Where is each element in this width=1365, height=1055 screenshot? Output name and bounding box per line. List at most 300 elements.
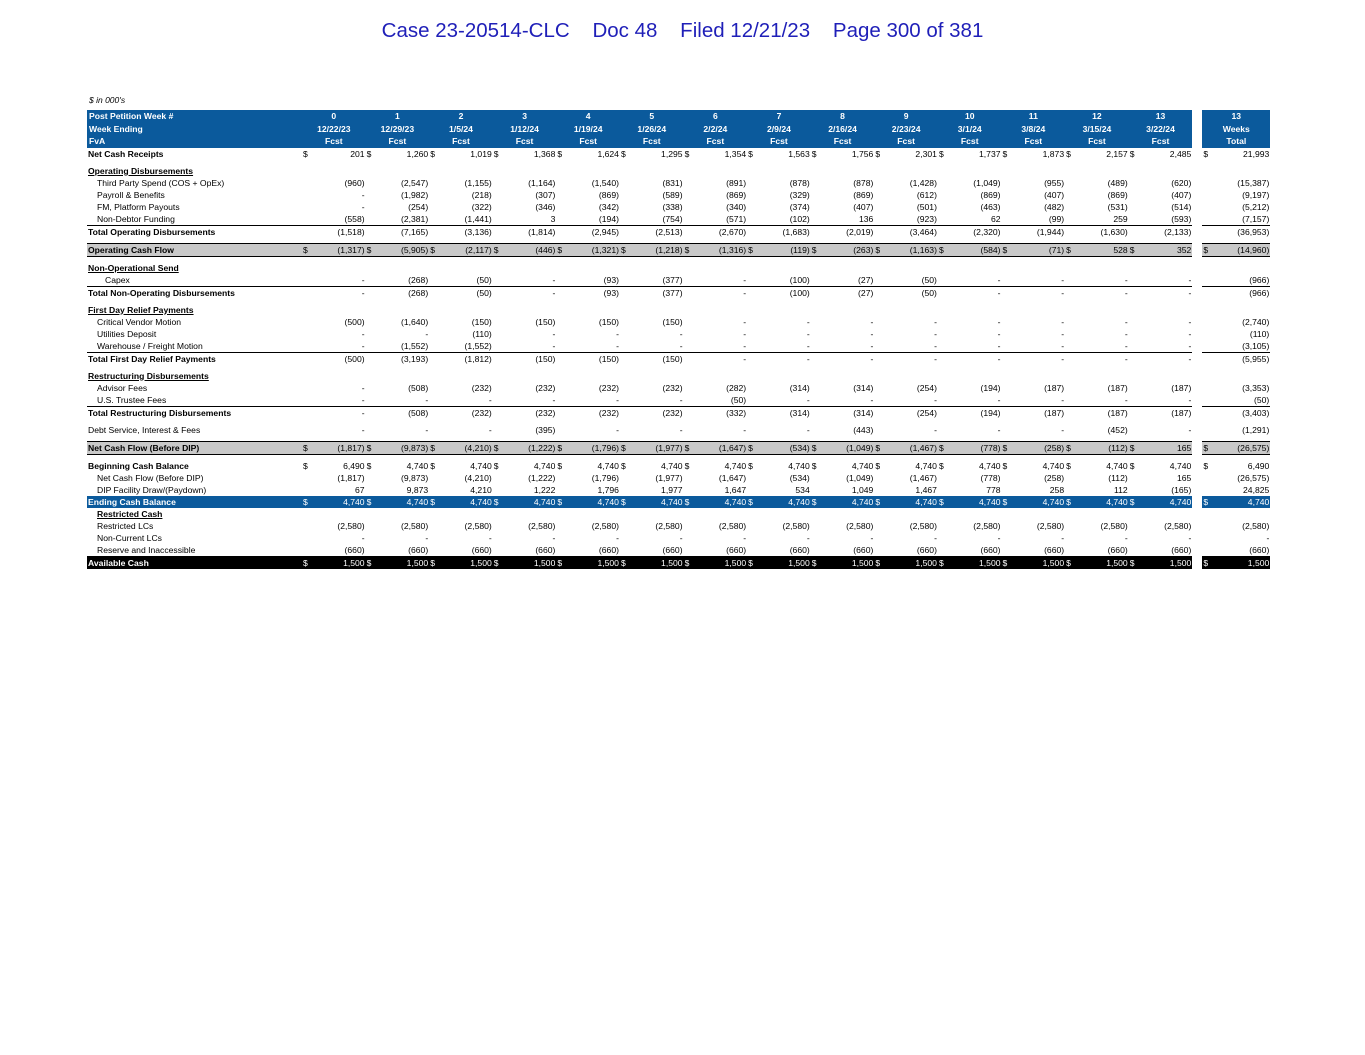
currency-symbol: $ (874, 556, 888, 569)
currency-symbol: $ (811, 243, 825, 256)
currency-symbol: $ (874, 496, 888, 508)
currency-symbol (556, 177, 570, 189)
column-gap (1192, 460, 1202, 472)
currency-symbol (620, 225, 634, 238)
currency-symbol (366, 201, 380, 213)
value-cell: (1,647) (698, 441, 748, 454)
currency-symbol (1065, 340, 1079, 353)
value-cell: (2,133) (1143, 225, 1193, 238)
value-cell: 4,740 (888, 496, 938, 508)
currency-symbol: $ (874, 441, 888, 454)
value-cell: (329) (789, 189, 810, 200)
value-cell: (508) (380, 406, 430, 419)
header-cell: Fcst (1065, 135, 1129, 148)
value-cell: (2,513) (634, 225, 684, 238)
value-cell: - (761, 352, 811, 365)
currency-symbol: $ (303, 148, 308, 159)
value-cell: - (934, 316, 937, 327)
currency-symbol (747, 286, 761, 299)
currency-symbol: $ (747, 556, 761, 569)
value-cell: (1,441) (464, 213, 492, 224)
value-cell: 1,368 (533, 148, 556, 159)
value-cell: - (1061, 532, 1065, 543)
value-cell: 4,210 (470, 484, 492, 495)
value-cell: (27) (825, 286, 875, 299)
currency-symbol: $ (429, 556, 443, 569)
currency-symbol (874, 532, 888, 544)
currency-symbol: $ (556, 243, 570, 256)
value-cell: (1,982) (400, 189, 429, 200)
value-cell: (332) (698, 406, 748, 419)
currency-symbol (620, 352, 634, 365)
value-cell: (534) (761, 441, 811, 454)
line-item-row (87, 213, 1270, 226)
currency-symbol (1129, 472, 1143, 484)
column-gap (1192, 148, 1202, 160)
value-cell: - (1061, 274, 1065, 285)
header-cell: Fcst (1129, 135, 1193, 148)
value-cell: - (1124, 274, 1128, 285)
column-gap (1192, 424, 1202, 436)
currency-symbol (684, 274, 698, 287)
value-cell: (1,155) (464, 177, 492, 188)
total-value-cell: (966) (1249, 274, 1270, 285)
value-cell: (514) (1171, 201, 1192, 212)
value-cell: (869) (598, 189, 619, 200)
value-cell: 1,354 (724, 148, 747, 159)
currency-symbol (429, 532, 443, 544)
value-cell: (258) (1016, 441, 1066, 454)
currency-symbol (302, 201, 316, 213)
currency-symbol (493, 352, 507, 365)
currency-symbol: $ (493, 496, 507, 508)
column-gap (1192, 316, 1202, 328)
currency-symbol: $ (1203, 148, 1209, 159)
currency-symbol (302, 177, 316, 189)
value-cell: (2,580) (846, 520, 874, 531)
header-cell: 1/5/24 (429, 123, 493, 136)
value-cell: (869) (726, 189, 747, 200)
column-gap (1192, 243, 1202, 256)
value-cell: - (425, 532, 429, 543)
column-gap (1192, 544, 1202, 557)
value-cell: (1,944) (1016, 225, 1066, 238)
value-cell: - (1061, 316, 1065, 327)
value-cell: (187) (1016, 406, 1066, 419)
currency-symbol: $ (620, 556, 634, 569)
value-cell: 4,740 (1079, 496, 1129, 508)
value-cell: (612) (916, 189, 937, 200)
currency-symbol: $ (938, 460, 944, 471)
value-cell: (2,580) (1164, 520, 1192, 531)
currency-symbol (1002, 201, 1016, 213)
row-label: FM, Platform Payouts (97, 201, 180, 212)
value-cell: - (679, 424, 683, 435)
value-cell: (50) (476, 274, 492, 285)
header-cell: 1 (366, 110, 430, 123)
currency-symbol (747, 274, 761, 287)
value-cell: (1,817) (337, 472, 365, 483)
currency-symbol: $ (493, 441, 507, 454)
currency-symbol (429, 213, 443, 226)
value-cell: - (888, 352, 938, 365)
currency-symbol (1065, 424, 1079, 436)
currency-symbol (938, 340, 952, 353)
line-item-row (87, 532, 1270, 544)
value-cell: (754) (662, 213, 683, 224)
currency-symbol (429, 472, 443, 484)
currency-symbol (684, 532, 698, 544)
value-cell: (2,019) (825, 225, 875, 238)
currency-symbol (938, 316, 952, 328)
currency-symbol (1129, 406, 1143, 419)
value-cell: (2,580) (400, 520, 429, 531)
currency-symbol: $ (811, 556, 825, 569)
currency-symbol (366, 189, 380, 201)
currency-symbol (620, 406, 634, 419)
currency-symbol: $ (366, 496, 380, 508)
value-cell: 1,222 (533, 484, 556, 495)
value-cell: (322) (471, 201, 492, 212)
value-cell: (2,580) (528, 520, 556, 531)
currency-symbol (684, 316, 698, 328)
column-gap (1192, 225, 1202, 238)
currency-symbol (1002, 484, 1016, 496)
value-cell: - (507, 286, 557, 299)
value-cell: (531) (1107, 201, 1128, 212)
header-cell: 9 (874, 110, 938, 123)
currency-symbol (620, 213, 634, 226)
value-cell: (407) (1171, 189, 1192, 200)
blue-row (87, 496, 1270, 508)
currency-symbol (684, 201, 698, 213)
currency-symbol (302, 316, 316, 328)
currency-symbol (811, 177, 825, 189)
value-cell: (232) (471, 382, 492, 393)
value-cell: (314) (853, 382, 874, 393)
value-cell: (2,381) (400, 213, 429, 224)
value-cell: (187) (1171, 382, 1192, 393)
value-cell: (1,640) (400, 316, 429, 327)
currency-symbol (366, 286, 380, 299)
currency-symbol (302, 424, 316, 436)
value-cell: (374) (789, 201, 810, 212)
value-cell: (5,905) (380, 243, 430, 256)
currency-symbol (366, 382, 380, 394)
header-cell: 11 (1002, 110, 1066, 123)
currency-symbol (366, 352, 380, 365)
value-cell: - (425, 424, 429, 435)
currency-symbol (747, 340, 761, 353)
value-cell: 2,157 (1106, 148, 1128, 159)
header-cell: 3/1/24 (938, 123, 1002, 136)
value-cell: - (1188, 316, 1192, 327)
column-gap (1192, 394, 1202, 407)
currency-symbol: $ (429, 243, 443, 256)
value-cell: (340) (726, 201, 747, 212)
row-label: Operating Cash Flow (87, 243, 302, 256)
value-cell: (254) (916, 382, 937, 393)
currency-symbol (366, 484, 380, 496)
value-cell: (1,630) (1079, 225, 1129, 238)
line-item-row (87, 394, 1270, 407)
header-cell: 12/29/23 (366, 123, 430, 136)
currency-symbol (1202, 544, 1216, 557)
currency-symbol: $ (1129, 460, 1135, 471)
value-cell: 4,740 (952, 496, 1002, 508)
currency-symbol (874, 189, 888, 201)
value-cell: - (616, 340, 619, 351)
currency-symbol: $ (302, 556, 316, 569)
currency-symbol (938, 406, 952, 419)
value-cell: 4,740 (380, 496, 430, 508)
currency-symbol (366, 213, 380, 226)
currency-symbol (684, 544, 698, 557)
currency-symbol (302, 532, 316, 544)
row-label: Critical Vendor Motion (97, 316, 182, 327)
value-cell: (1,317) (316, 243, 366, 256)
value-cell: - (934, 340, 937, 351)
value-cell: 4,740 (1016, 496, 1066, 508)
value-cell: 165 (1143, 441, 1193, 454)
currency-symbol (1065, 484, 1079, 496)
value-cell: 1,500 (1016, 556, 1066, 569)
value-cell: - (361, 382, 365, 393)
row-label: Debt Service, Interest & Fees (88, 424, 201, 435)
line-item-row (87, 424, 1270, 436)
currency-symbol (620, 274, 634, 287)
value-cell: (923) (916, 213, 937, 224)
currency-symbol (874, 382, 888, 394)
value-cell: - (952, 352, 1002, 365)
header-total-cell: Total (1202, 135, 1270, 148)
currency-symbol (366, 340, 380, 353)
section-heading: Restricted Cash (97, 508, 163, 519)
currency-symbol (811, 274, 825, 287)
currency-symbol (429, 201, 443, 213)
value-cell: (150) (471, 316, 492, 327)
currency-symbol (556, 424, 570, 436)
value-cell: (282) (726, 382, 747, 393)
value-cell: - (552, 274, 556, 285)
currency-symbol: $ (620, 243, 634, 256)
currency-symbol (811, 189, 825, 201)
total-row (87, 406, 1270, 419)
currency-symbol (429, 189, 443, 201)
value-cell: (620) (1171, 177, 1192, 188)
currency-symbol (1002, 544, 1016, 557)
currency-symbol (747, 532, 761, 544)
currency-symbol (429, 520, 443, 532)
currency-symbol (874, 520, 888, 532)
value-cell: (102) (789, 213, 810, 224)
column-gap (1192, 532, 1202, 544)
value-cell: - (361, 340, 365, 351)
value-cell: (2,580) (1036, 520, 1065, 531)
currency-symbol (1129, 286, 1143, 299)
currency-symbol (493, 340, 507, 353)
currency-symbol: $ (684, 556, 698, 569)
currency-symbol (429, 328, 443, 340)
value-cell: (869) (1107, 189, 1128, 200)
value-cell: 4,740 (316, 496, 366, 508)
value-cell: (660) (888, 544, 938, 557)
currency-symbol (1202, 286, 1216, 299)
currency-symbol (493, 177, 507, 189)
value-cell: - (552, 340, 556, 351)
currency-symbol (811, 484, 825, 496)
value-cell: (50) (730, 394, 747, 405)
currency-symbol (1129, 520, 1143, 532)
value-cell: (150) (634, 352, 684, 365)
currency-symbol (556, 201, 570, 213)
currency-symbol (811, 213, 825, 226)
header-cell: 13 (1129, 110, 1193, 123)
currency-symbol (429, 424, 443, 436)
value-cell: 4,740 (1143, 496, 1193, 508)
header-cell: 0 (302, 110, 366, 123)
currency-symbol (620, 424, 634, 436)
value-cell: (93) (603, 274, 619, 285)
currency-symbol: $ (1066, 148, 1071, 159)
value-cell: - (1188, 424, 1192, 435)
total-value-cell: (5,955) (1216, 352, 1270, 365)
value-cell: (1,817) (316, 441, 366, 454)
line-item-row (87, 328, 1270, 340)
currency-symbol (811, 340, 825, 353)
value-cell: (232) (598, 382, 619, 393)
currency-symbol (684, 484, 698, 496)
value-cell: 1,500 (316, 556, 366, 569)
currency-symbol (302, 520, 316, 532)
currency-symbol (1065, 286, 1079, 299)
value-cell: (1,814) (507, 225, 557, 238)
currency-symbol (556, 394, 570, 407)
value-cell: (150) (570, 352, 620, 365)
currency-symbol (620, 532, 634, 544)
value-cell: (7,165) (380, 225, 430, 238)
value-cell: (50) (888, 286, 938, 299)
value-cell: 9,873 (406, 484, 429, 495)
value-cell: - (1061, 340, 1065, 351)
value-cell: - (997, 316, 1001, 327)
value-cell: - (361, 189, 365, 200)
currency-symbol (938, 286, 952, 299)
currency-symbol (556, 352, 570, 365)
currency-symbol (1129, 532, 1143, 544)
total-value-cell: (2,740) (1242, 316, 1270, 327)
currency-symbol (874, 286, 888, 299)
value-cell: - (806, 316, 810, 327)
value-cell: (1,540) (591, 177, 619, 188)
value-cell: 1,500 (825, 556, 875, 569)
value-cell: - (425, 328, 429, 339)
value-cell: - (616, 532, 619, 543)
column-gap (1192, 286, 1202, 299)
currency-symbol (1002, 213, 1016, 226)
value-cell: (112) (1079, 441, 1129, 454)
currency-symbol: $ (1065, 243, 1079, 256)
currency-symbol: $ (620, 460, 626, 471)
value-cell: (660) (507, 544, 557, 557)
currency-symbol (1129, 394, 1143, 407)
value-cell: (1,467) (888, 441, 938, 454)
section-heading: Restructuring Disbursements (88, 370, 209, 381)
value-cell: (99) (1048, 213, 1065, 224)
currency-symbol (1065, 406, 1079, 419)
value-cell: (1,428) (909, 177, 937, 188)
currency-symbol (811, 406, 825, 419)
header-cell: 1/26/24 (620, 123, 684, 136)
row-label: Total Restructuring Disbursements (87, 406, 302, 419)
value-cell: - (679, 340, 683, 351)
value-cell: 1,019 (470, 148, 492, 159)
value-cell: 1,500 (952, 556, 1002, 569)
value-cell: 2,485 (1169, 148, 1192, 159)
currency-symbol (684, 213, 698, 226)
value-cell: (314) (761, 406, 811, 419)
value-cell: - (361, 532, 365, 543)
cash-flow-forecast-table (87, 110, 1270, 569)
currency-symbol (1065, 382, 1079, 394)
currency-symbol (366, 424, 380, 436)
row-label: Available Cash (87, 556, 302, 569)
currency-symbol (429, 340, 443, 353)
value-cell: 1,873 (1042, 148, 1065, 159)
value-cell: 4,740 (443, 496, 493, 508)
value-cell: 6,490 (343, 460, 365, 471)
currency-symbol: $ (747, 496, 761, 508)
currency-symbol: $ (748, 148, 753, 159)
total-value-cell: (7,157) (1242, 213, 1270, 224)
currency-symbol (938, 544, 952, 557)
currency-symbol (493, 520, 507, 532)
column-gap (1192, 484, 1202, 496)
currency-symbol (938, 394, 952, 407)
value-cell: (878) (853, 177, 874, 188)
currency-symbol (811, 352, 825, 365)
value-cell: (9,873) (380, 441, 430, 454)
header-row-label: Week Ending (87, 123, 302, 136)
value-cell: - (698, 352, 748, 365)
header-total-cell: Weeks (1202, 123, 1270, 136)
value-cell: - (1188, 532, 1192, 543)
currency-symbol: $ (811, 496, 825, 508)
value-cell: - (870, 340, 874, 351)
currency-symbol (811, 394, 825, 407)
currency-symbol (811, 472, 825, 484)
value-cell: (110) (472, 328, 492, 339)
currency-symbol (366, 225, 380, 238)
currency-symbol: $ (684, 243, 698, 256)
currency-symbol (1202, 520, 1216, 532)
currency-symbol (811, 286, 825, 299)
line-item-row (87, 316, 1270, 328)
currency-symbol (556, 484, 570, 496)
value-cell: 4,740 (470, 460, 492, 471)
currency-symbol (1065, 394, 1079, 407)
currency-symbol (811, 316, 825, 328)
header-cell: Fcst (620, 135, 684, 148)
header-cell: Fcst (684, 135, 748, 148)
value-cell: (187) (1107, 382, 1128, 393)
currency-symbol (1202, 352, 1216, 365)
currency-symbol (1002, 382, 1016, 394)
currency-symbol: $ (875, 460, 881, 471)
value-cell: 165 (1176, 472, 1192, 483)
value-cell: (232) (634, 406, 684, 419)
currency-symbol (1129, 328, 1143, 340)
